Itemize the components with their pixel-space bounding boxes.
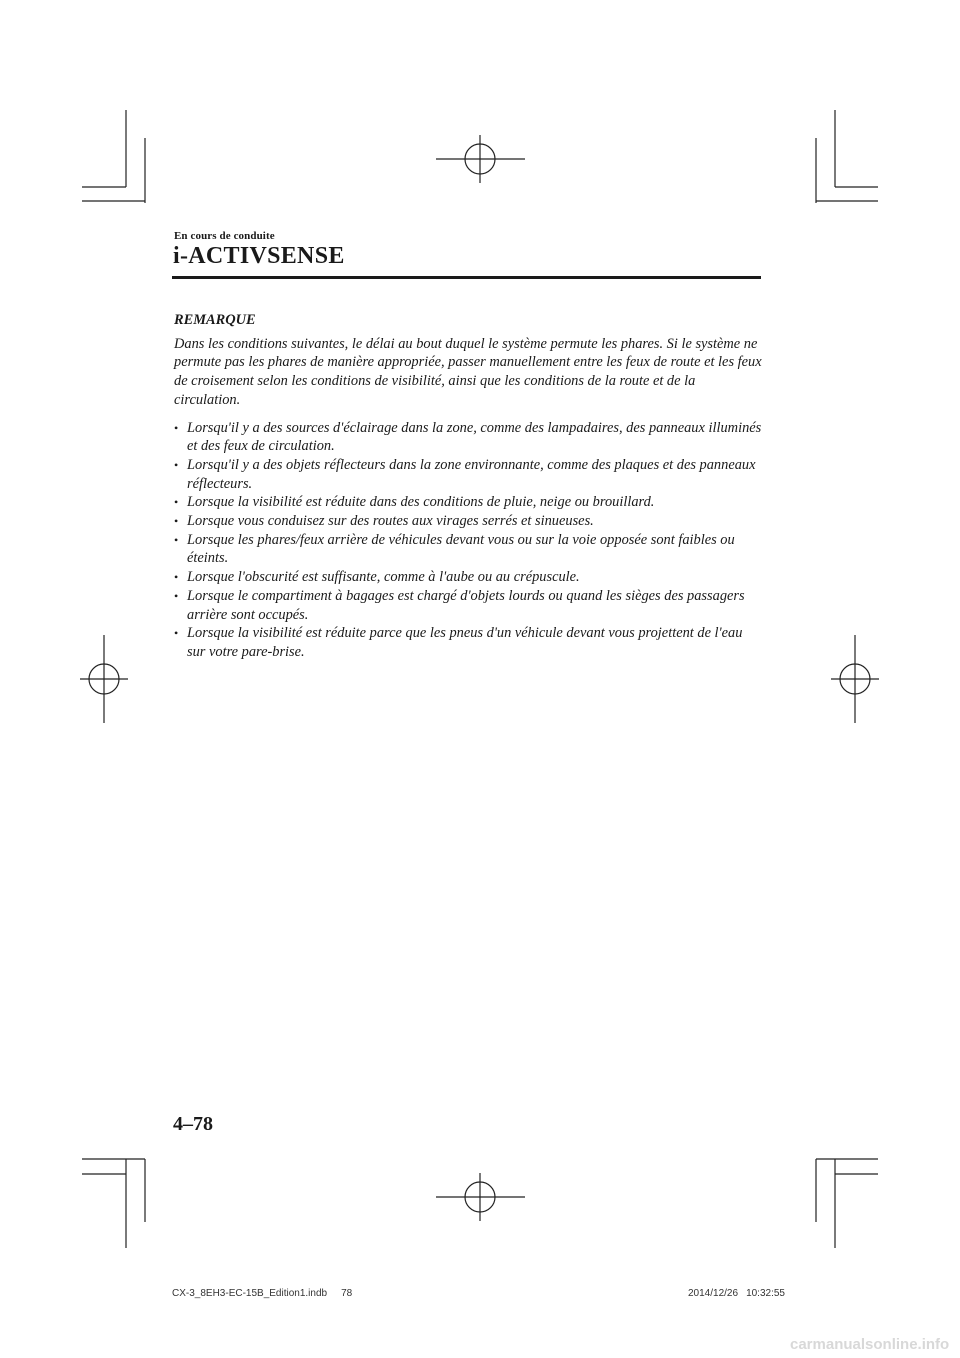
note-list [174,419,764,662]
list-item [174,531,764,568]
bullet-icon: • [174,588,179,603]
list-item [174,568,764,587]
list-item-text: Lorsque l'obscurité est suffisante, comme à l'aube ou au crépuscule. [187,569,580,586]
list-item-text: Lorsque vous conduisez sur des routes aux virages serrés et sinueuses. [187,513,594,530]
list-item [174,587,764,624]
list-item-text: Lorsque la visibilité est réduite dans des conditions de pluie, neige ou brouillard. [187,494,655,511]
list-item-text: Lorsqu'il y a des sources d'éclairage dans la zone, comme des lampadaires, des panneaux illuminés et des feux de circulation. [187,419,762,455]
list-item-text: Lorsque le compartiment à bagages est chargé d'objets lourds ou quand les sièges des passagers arrière sont occupés. [187,587,745,623]
title-rule [172,276,761,279]
list-item-text: Lorsqu'il y a des objets réflecteurs dans la zone environnante, comme des plaques et des panneaux réflecteurs. [187,456,756,492]
list-item [174,512,764,531]
note-block [174,311,764,662]
print-file-info [172,1288,352,1299]
watermark: carmanualsonline.info [790,1336,950,1353]
print-timestamp [688,1288,785,1299]
crop-mark-top-left [82,110,145,203]
section-label: En cours de conduite [174,230,275,242]
list-item [174,456,764,493]
bullet-icon: • [174,514,179,529]
bullet-icon: • [174,457,179,472]
bullet-icon: • [174,570,179,585]
bullet-icon: • [174,532,179,547]
note-intro: Dans les conditions suivantes, le délai au bout duquel le système permute les phares. Si le système ne permute pas les phares de manière appropriée, passer manuellement entre les feux de route et les feux de croisement selon les conditions de visibilité, ainsi que les conditions de la route et de la circulation. [174,335,762,408]
bullet-icon: • [174,626,179,641]
print-file-name: CX-3_8EH3-EC-15B_Edition1.indb [172,1288,328,1299]
registration-mark-left [80,635,128,723]
crop-mark-top-right [816,110,878,203]
bullet-icon: • [174,495,179,510]
note-heading: REMARQUE [174,312,256,328]
crop-mark-bottom-left [82,1159,145,1248]
print-time: 10:32:55 [746,1288,785,1299]
page-title: i-ACTIVSENSE [173,243,345,269]
registration-mark-right [831,635,879,723]
list-item-text: Lorsque les phares/feux arrière de véhicules devant vous ou sur la voie opposée sont faibles ou éteints. [187,531,735,567]
page-number: 4–78 [173,1113,213,1135]
list-item-text: Lorsque la visibilité est réduite parce que les pneus d'un véhicule devant vous projettent de l'eau sur votre pare-brise. [187,625,743,660]
list-item [174,624,764,661]
print-file-page: 78 [341,1288,353,1299]
registration-mark-top [436,135,525,183]
bullet-icon: • [174,420,179,435]
registration-mark-bottom [436,1173,525,1221]
print-date: 2014/12/26 [688,1288,739,1299]
list-item [174,419,764,456]
list-item [174,493,764,512]
crop-mark-bottom-right [816,1159,878,1248]
